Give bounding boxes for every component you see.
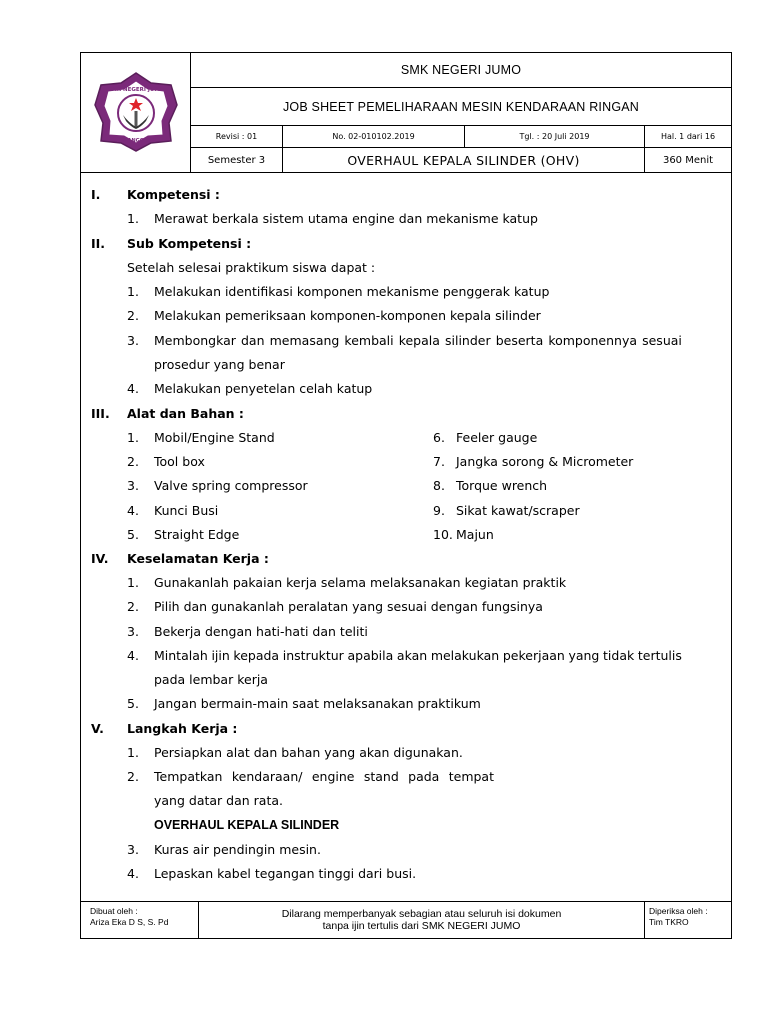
- section-title: Langkah Kerja :: [127, 721, 238, 736]
- item-number: 4.: [127, 503, 139, 518]
- tool-item: Majun: [456, 527, 494, 542]
- item-number: 4.: [127, 866, 139, 881]
- duration: 360 Menit: [662, 155, 714, 166]
- semester: Semester 3: [191, 148, 283, 173]
- tool-item: Straight Edge: [154, 527, 240, 542]
- intro-text: Setelah selesai praktikum siswa dapat :: [127, 260, 376, 275]
- item-number: 3.: [127, 478, 139, 493]
- author-name: Ariza Eka D S, S. Pd: [90, 917, 169, 927]
- header-row-title: [191, 88, 731, 126]
- step-item: Kuras air pendingin mesin.: [154, 842, 321, 857]
- item-number: 6.: [433, 430, 445, 445]
- list-item: Melakukan identifikasi komponen mekanisme penggerak katup: [154, 284, 550, 299]
- item-number: 5.: [127, 527, 139, 542]
- footer-checker-cell: [645, 902, 731, 938]
- item-number: 5.: [127, 696, 139, 711]
- section-number: III.: [91, 406, 110, 421]
- item-number: 10.: [433, 527, 453, 542]
- item-number: 1.: [127, 211, 139, 226]
- list-item: Pilih dan gunakanlah peralatan yang sesuai dengan fungsinya: [154, 599, 543, 614]
- tool-item: Sikat kawat/scraper: [456, 503, 580, 518]
- item-number: 1.: [127, 575, 139, 590]
- footer-author-cell: [81, 902, 199, 938]
- section-number: II.: [91, 236, 106, 251]
- header-row-topic: [191, 148, 731, 173]
- date: Tgl. : 20 Juli 2019: [465, 126, 645, 147]
- item-number: 4.: [127, 381, 139, 396]
- tool-item: Feeler gauge: [456, 430, 538, 445]
- revision: Revisi : 01: [191, 126, 283, 147]
- item-number: 7.: [433, 454, 445, 469]
- section-number: IV.: [91, 551, 109, 566]
- section-title: Alat dan Bahan :: [127, 406, 244, 421]
- copyright-notice: tanpa ijin tertulis dari SMK NEGERI JUMO: [322, 920, 521, 932]
- topic-title: OVERHAUL KEPALA SILINDER (OHV): [283, 148, 645, 173]
- item-number: 8.: [433, 478, 445, 493]
- list-item: Bekerja dengan hati-hati dan teliti: [154, 624, 368, 639]
- item-number: 3.: [127, 333, 139, 348]
- copyright-notice: Dilarang memperbanyak sebagian atau seluruh isi dokumen: [281, 908, 562, 920]
- header-row-meta: [191, 126, 731, 148]
- tool-item: Kunci Busi: [154, 503, 219, 518]
- step-item: Tempatkan kendaraan/ engine stand pada tempat: [154, 769, 494, 784]
- list-item: Melakukan penyetelan celah katup: [154, 381, 373, 396]
- tool-item: Jangka sorong & Micrometer: [456, 454, 634, 469]
- section-number: I.: [91, 187, 101, 202]
- school-logo-icon: [91, 71, 181, 153]
- document-number: No. 02-010102.2019: [283, 126, 465, 147]
- tool-item: Tool box: [154, 454, 205, 469]
- page-number: Hal. 1 dari 16: [660, 132, 716, 141]
- list-item: Gunakanlah pakaian kerja selama melaksanakan kegiatan praktik: [154, 575, 567, 590]
- step-item: Lepaskan kabel tegangan tinggi dari busi.: [154, 866, 417, 881]
- section-title: Keselamatan Kerja :: [127, 551, 269, 566]
- checker-name: Tim TKRO: [649, 917, 689, 927]
- tool-item: Torque wrench: [456, 478, 548, 493]
- sheet-title: JOB SHEET PEMELIHARAAN MESIN KENDARAAN RINGAN: [282, 99, 640, 114]
- section-title: Sub Kompetensi :: [127, 236, 252, 251]
- step-item-continued: yang datar dan rata.: [154, 793, 283, 808]
- footer-notice-cell: [199, 902, 645, 938]
- tool-item: Mobil/Engine Stand: [154, 430, 275, 445]
- list-item: Merawat berkala sistem utama engine dan mekanisme katup: [154, 211, 538, 226]
- step-item: Persiapkan alat dan bahan yang akan digunakan.: [154, 745, 463, 760]
- section-number: V.: [91, 721, 104, 736]
- item-number: 1.: [127, 430, 139, 445]
- list-item: Mintalah ijin kepada instruktur apabila akan melakukan pekerjaan yang tidak tertulis: [154, 648, 682, 663]
- tool-item: Valve spring compressor: [154, 478, 308, 493]
- list-item: Melakukan pemeriksaan komponen-komponen kepala silinder: [154, 308, 541, 323]
- checker-label: Diperiksa oleh :: [649, 906, 708, 916]
- item-number: 9.: [433, 503, 445, 518]
- header-row-school: [191, 53, 731, 88]
- list-item-continued: prosedur yang benar: [154, 357, 285, 372]
- item-number: 3.: [127, 624, 139, 639]
- list-item: Membongkar dan memasang kembali kepala silinder beserta komponennya sesuai: [154, 333, 682, 348]
- item-number: 1.: [127, 745, 139, 760]
- item-number: 2.: [127, 599, 139, 614]
- section-title: Kompetensi :: [127, 187, 220, 202]
- item-number: 3.: [127, 842, 139, 857]
- author-label: Dibuat oleh :: [90, 906, 138, 916]
- item-number: 4.: [127, 648, 139, 663]
- school-name: SMK NEGERI JUMO: [400, 63, 522, 77]
- item-number: 1.: [127, 284, 139, 299]
- item-number: 2.: [127, 454, 139, 469]
- header-table: [81, 53, 731, 173]
- list-item-continued: pada lembar kerja: [154, 672, 268, 687]
- item-number: 2.: [127, 769, 139, 784]
- list-item: Jangan bermain-main saat melaksanakan praktikum: [154, 696, 481, 711]
- item-number: 2.: [127, 308, 139, 323]
- svg-text:SMK NEGERI JUMO: SMK NEGERI JUMO: [107, 87, 165, 93]
- footer-table: [81, 901, 731, 938]
- logo-cell: [81, 53, 191, 173]
- job-sheet-page: [80, 52, 732, 939]
- subsection-heading: OVERHAUL KEPALA SILINDER: [154, 818, 340, 832]
- svg-text:TEMANGGUNG: TEMANGGUNG: [115, 138, 157, 144]
